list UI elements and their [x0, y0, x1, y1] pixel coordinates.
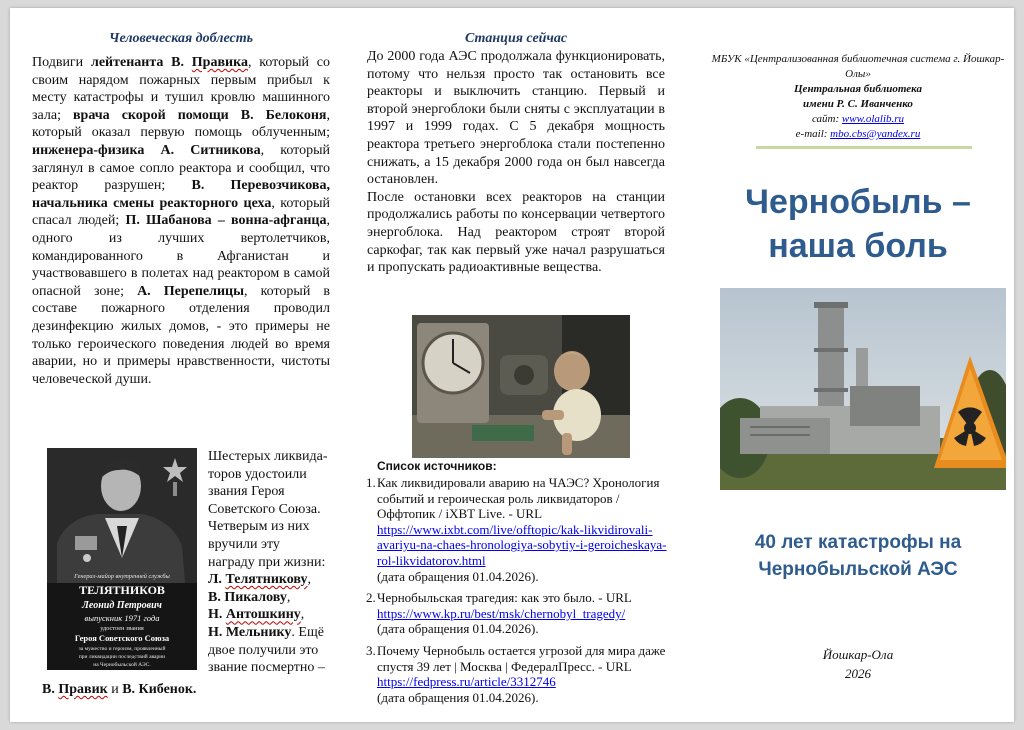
- photo-caption-name: Леонид Петрович: [82, 600, 162, 611]
- photo-caption-c5: на Чернобыльской АЭС.: [93, 662, 151, 668]
- source-item-2: 2. Чернобыльская трагедия: как это было. - URL https://www.kp.ru/best/msk/chernobyl_tragedy/ (дата обращения 01.04.2026).: [366, 590, 632, 637]
- plant-illustration: [720, 288, 1006, 490]
- library-namesake: имени Р. С. Иванченко: [803, 98, 913, 110]
- photo-caption-c1: удостоен звания: [100, 625, 144, 632]
- brochure-page: [10, 8, 1014, 722]
- source-item-1: 1. Как ликвидировали аварию на ЧАЭС? Хронология событий и героическая роль ликвидаторов / Оффтопик / iXBT Live. - URL https://www.ixbt.com/live/offtopic/kak-likvidirovali-avariyu-na-chaes-hronologiya-sobytiy-i-geroicheskaya-rol-likvidatorov.html (дата обращения 01.04.2026).: [366, 475, 667, 584]
- photo-caption-c3: за мужество и героизм, проявленный: [78, 646, 166, 652]
- sources-list: [366, 475, 667, 711]
- sources-heading: Список источников:: [377, 459, 497, 473]
- source-item-3: 3. Почему Чернобыль остается угрозой для мира даже спустя 39 лет | Москва | ФедералПресс. - URL https://fedpress.ru/article/3312746 (дата обращения 01.04.2026).: [366, 642, 666, 705]
- organization-block: [702, 52, 1014, 142]
- email-link[interactable]: mbo.cbs@yandex.ru: [830, 128, 921, 140]
- section-heading-station: Станция сейчас: [464, 31, 568, 46]
- portrait-illustration: [47, 448, 197, 670]
- abandoned-clock-doll-photo: [412, 315, 630, 458]
- source-link-2[interactable]: https://www.kp.ru/best/msk/chernobyl_tragedy/: [377, 605, 626, 621]
- station-paragraph-1: До 2000 года АЭС продолжала функционировать, потому что нельзя просто так остановить все реакторы и выключить станцию. Первый и второй энергоблоки были сняты с эксплуатации в 1997 и 1999 годах. С 5 декабря мощность реактора третьего энергоблока стали постепенно снижать, а 15 декабря 2000 года он был навсегда остановлен.: [367, 49, 665, 188]
- valor-paragraph: Подвиги лейтенанта В. Правика, который со своим нарядом пожарных первым прибыл к месту катастрофы и тушил кровлю машинного зала; врача скорой помощи В. Белоконя, который оказал первую помощь облученным; инженера-физика А. Ситникова, который заглянул в самое сопло реактора и сообщил, что реактор разрушен; В. Перевозчикова, начальника смены реакторного цеха, который спасал людей; П. Шабанова – вонна-афганца, одного из лучших вертолетчиков, командированного в Афганистан и участвовавшего в полетах над реактором в самой опасной зоне; А. Перепелицы, который в составе пожарного отделения проводил дезинфекцию жилых домов, - это примеры не только героического поведения людей во время аварии, но и примеры нравственности, чистоты человеческой души.: [32, 55, 331, 387]
- station-text: [367, 48, 665, 277]
- column-station-now: [367, 8, 665, 722]
- source-link-3[interactable]: https://fedpress.ru/article/3312746: [377, 674, 556, 690]
- source-link-1[interactable]: https://www.ixbt.com/live/offtopic/kak-likvidirovali-avariyu-na-chaes-hronologiya-sobytiy-i-geroicheskaya-rol-likvidatorov.html: [377, 521, 667, 568]
- photo-caption-surname: ТЕЛЯТНИКОВ: [79, 583, 165, 597]
- email-line: e-mail: mbo.cbs@yandex.ru: [795, 128, 921, 140]
- brochure-title: Чернобыль – наша боль: [745, 183, 971, 265]
- telyatnikov-portrait-photo: [47, 448, 197, 670]
- station-paragraph-2: После остановки всех реакторов на станции продолжались работы по консервации четвертого энергоблока. Над реактором строят второй саркофаг, так как первый уже начал разрушаться и пропускать радиоактивные вещества.: [367, 189, 665, 276]
- city: Йошкар-Ола: [822, 647, 894, 662]
- photo-caption-grad: выпускник 1971 года: [84, 613, 160, 623]
- chernobyl-plant-photo: [720, 288, 1006, 490]
- site-link[interactable]: www.olalib.ru: [841, 113, 905, 125]
- year: 2026: [845, 666, 871, 681]
- column-human-valor: [32, 8, 330, 722]
- heroes-paragraph: Шестерых ликвида-торов удостоили звания Героя Советского Союза. Четверым из них вручили эту награду при жизни: Л. Телятникову, В. Пикалову, Н. Антошкину, Н. Мельнику. Ещё двое получили это звание посмертно –: [208, 449, 328, 676]
- brochure-subtitle: 40 лет катастрофы на Чернобыльской АЭС: [754, 532, 962, 580]
- column-cover: [702, 8, 1014, 722]
- divider-line: [756, 146, 972, 149]
- photo-caption-c4: при ликвидации последствий аварии: [78, 654, 166, 660]
- clock-doll-illustration: [412, 315, 630, 458]
- org-name: МБУК «Централизованная библиотечная система г. Йошкар-Олы»: [711, 53, 1005, 80]
- section-heading-valor: Человеческая доблесть: [109, 31, 253, 46]
- photo-caption-rank: Генерал-майор внутренней службы: [74, 573, 170, 580]
- site-line: сайт: www.olalib.ru: [811, 113, 905, 125]
- city-year: [702, 645, 1014, 683]
- library-name: Центральная библиотека: [794, 83, 922, 95]
- photo-caption-c2: Героя Советского Союза: [74, 633, 170, 643]
- posthumous-heroes: В. Правик и В. Кибенок.: [42, 682, 197, 697]
